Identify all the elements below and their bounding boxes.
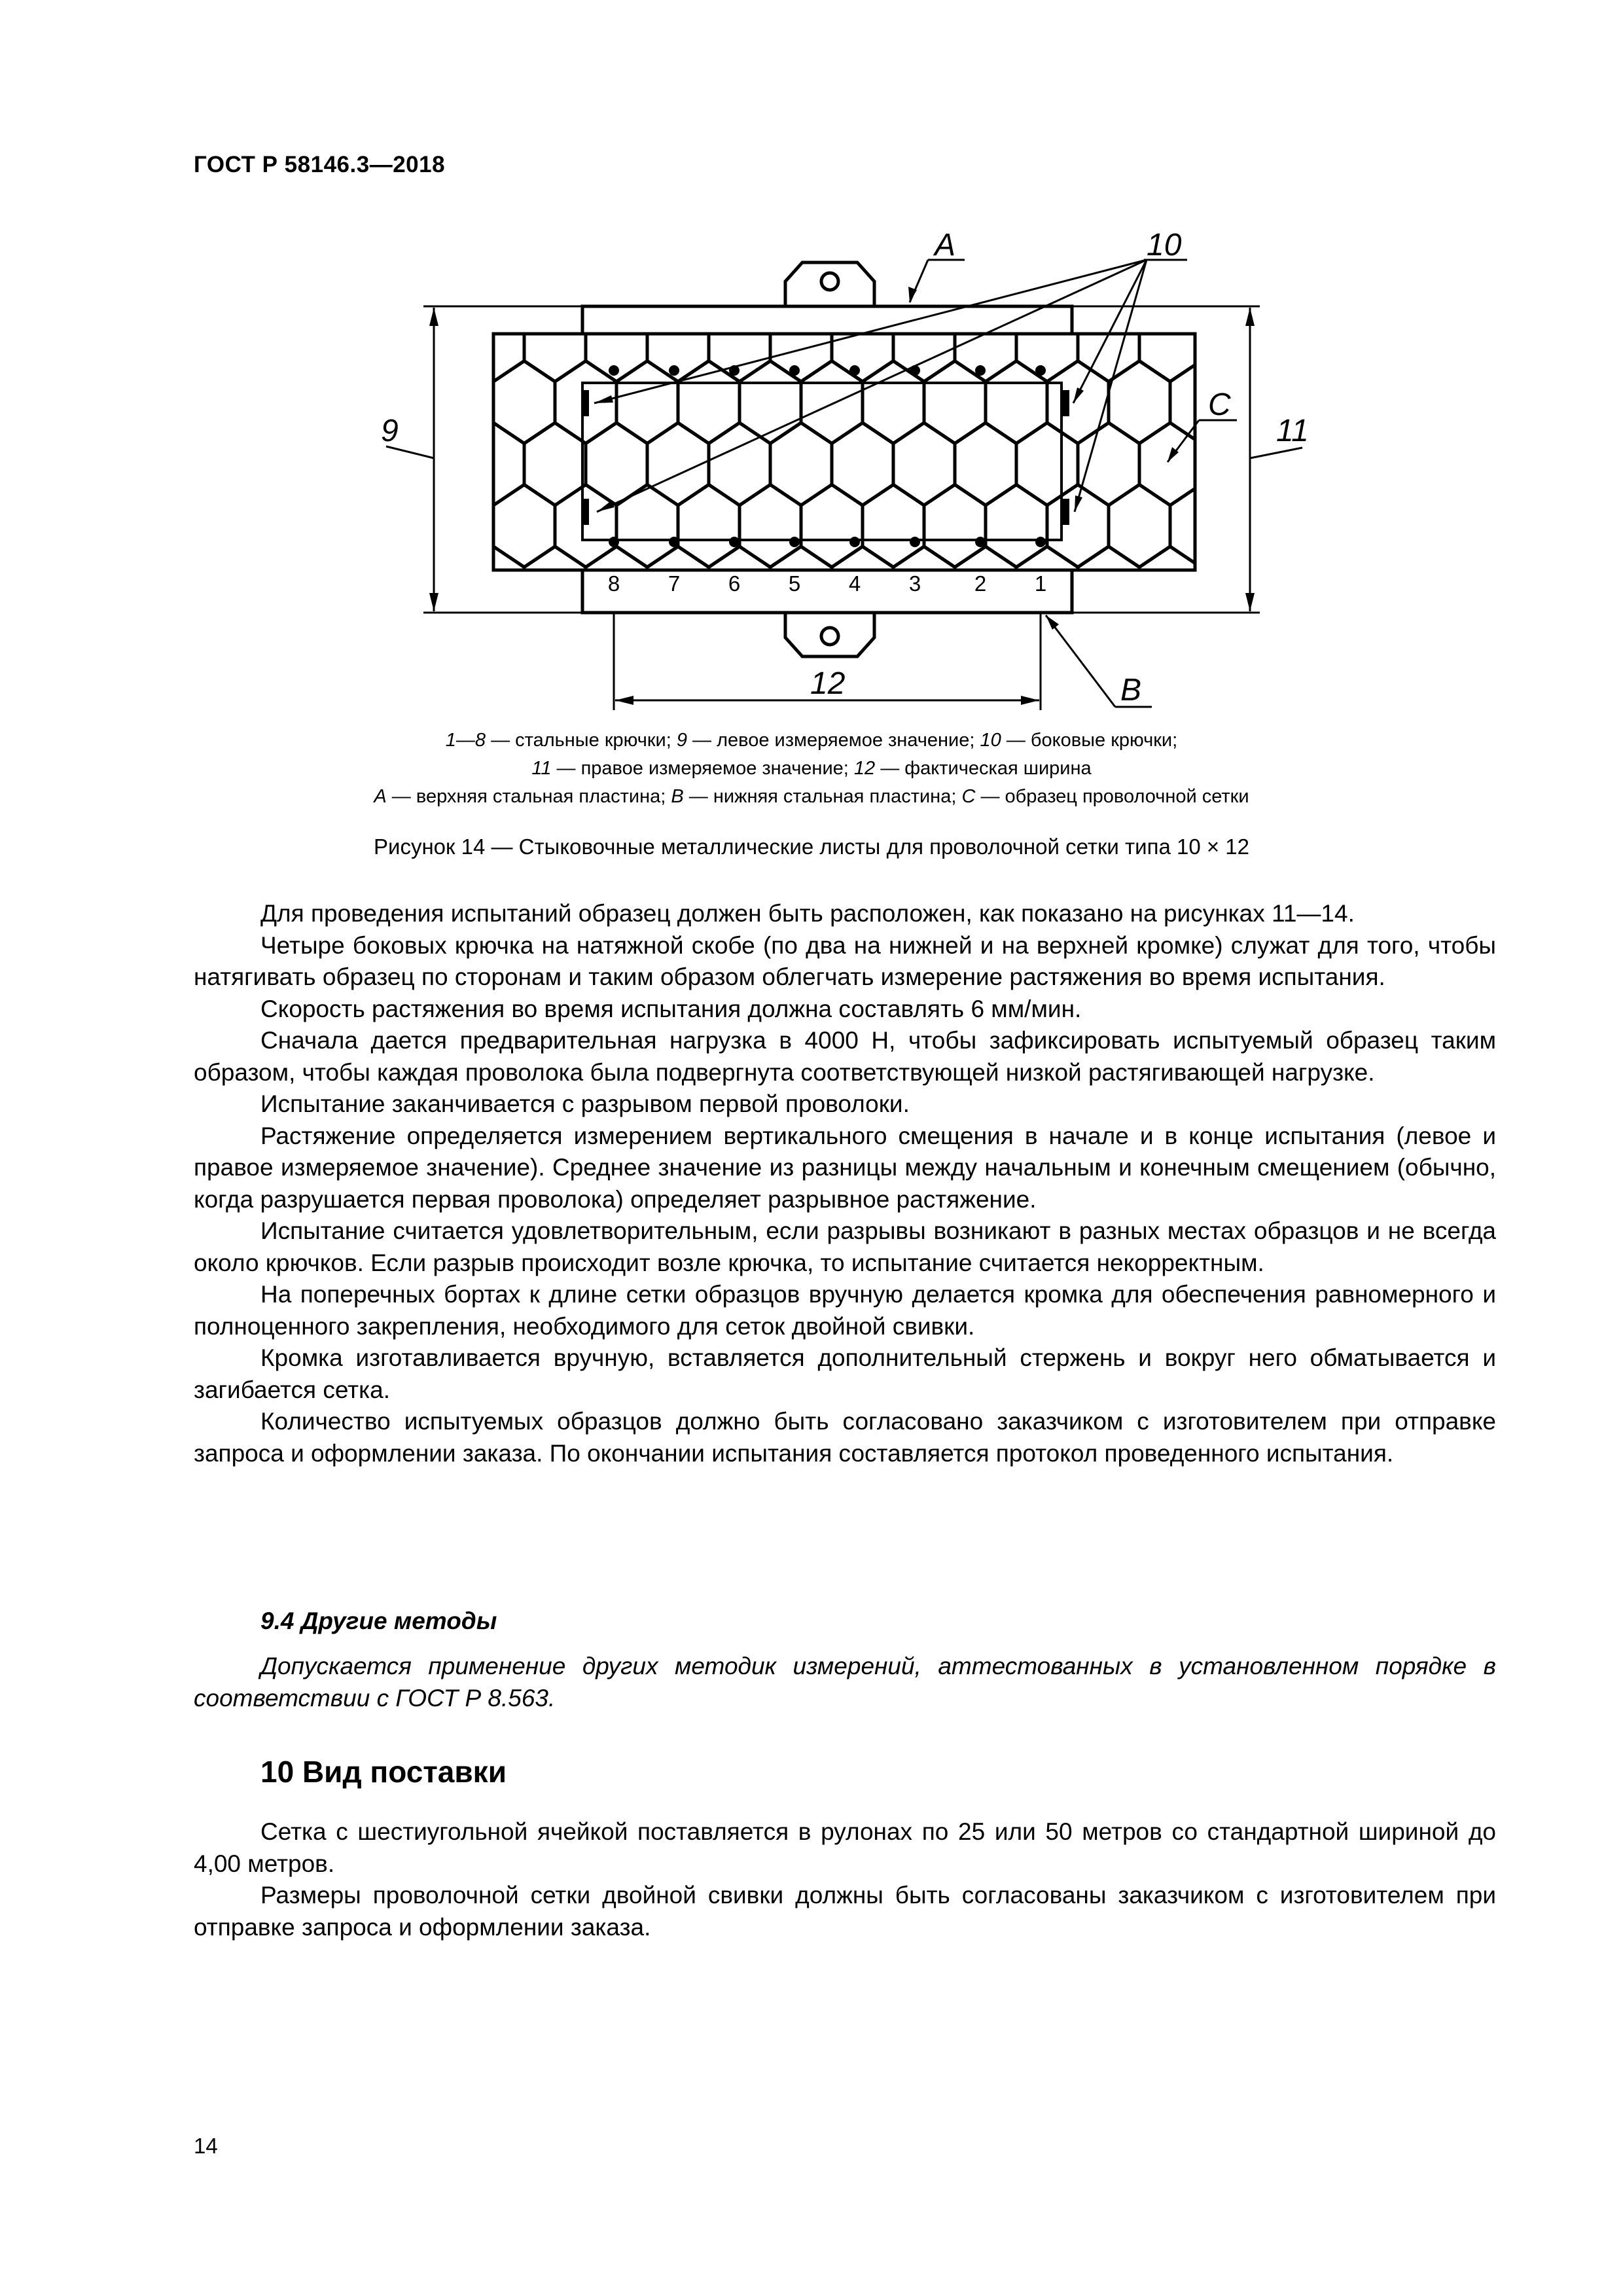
figure-caption: Рисунок 14 — Стыковочные металлические листы для проволочной сетки типа 10 × 12 [374,834,1249,859]
mesh-cell [1139,547,1201,629]
hook-dot [609,537,619,547]
hook-number: 6 [728,571,741,596]
mesh-cell [1016,423,1078,505]
hook-number: 7 [668,571,681,596]
section-10-title: 10 Вид поставки [260,1755,507,1789]
hook-dot [1035,537,1046,547]
mesh-cell [740,485,801,567]
mesh-cell [493,361,555,444]
mesh-cell [401,423,463,505]
mesh-cell [1109,361,1170,444]
label-11: 11 [1276,414,1309,448]
mesh-cell [1201,299,1262,382]
mesh-cell [832,423,893,505]
document-header: ГОСТ Р 58146.3—2018 [194,152,446,177]
section-9-4-text [194,1651,1496,1714]
hook-dot [849,365,860,376]
mesh-cell [493,485,555,567]
mesh-cell [432,238,493,320]
side-hook-top-right [1061,390,1069,416]
page-number: 14 [194,2134,218,2158]
lower-lug-hole-icon [821,628,838,645]
side-hook-top-left [581,390,589,416]
side-hook-leaders [594,260,1187,512]
mesh-cell [1232,238,1293,320]
hook-dot [1035,365,1046,376]
label-C: C [1208,387,1231,422]
paragraph: Сначала дается предварительная нагрузка в 4000 Н, чтобы зафиксировать испытуемый образец таким образом, чтобы каждая проволока была подвергнута соответствующей низкой растягивающей нагрузке. [194,1027,1496,1086]
mesh-cell [678,485,740,567]
paragraph: Скорость растяжения во время испытания должна составлять 6 мм/мин. [260,995,1082,1022]
label-B: B [1120,673,1142,708]
legend-line-2: 11 — правое измеряемое значение; 12 — фактическая ширина [531,758,1092,779]
lower-steel-plate [582,570,1072,613]
mesh-cell [1078,423,1139,505]
side-hook-bottom-left [581,499,589,525]
upper-steel-plate [582,306,1072,334]
paragraph: Испытание заканчивается с разрывом первой проволоки. [260,1090,910,1117]
legend-line-1: 1—8 — стальные крючки; 9 — левое измеряемое значение; 10 — боковые крючки; [445,730,1178,751]
label-12: 12 [810,666,846,701]
mesh-cell [616,361,678,444]
mesh-cell [493,238,555,320]
mesh-cell [801,485,863,567]
hook-dot [849,537,860,547]
paragraph: Испытание считается удовлетворительным, если разрывы возникают в разных местах образцов и не всегда около крючков. Если разрыв происходит возле крючка, то испытание считается некорректным. [194,1217,1496,1276]
mesh-cell [893,423,955,505]
hook-number: 8 [607,571,620,596]
left-dimension [386,306,582,613]
right-dimension [1072,306,1302,613]
section-10-text [194,1816,1496,1943]
mesh-cell [524,423,586,505]
body-text [194,898,1496,1469]
hook-dot [975,537,986,547]
hook-dot [669,365,679,376]
mesh-cell [1170,485,1232,567]
hook-number: 2 [974,571,987,596]
legend-line-3: A — верхняя стальная пластина; B — нижняя стальная пластина; C — образец проволочной сетки [374,786,1249,807]
label-10: 10 [1147,228,1182,262]
section-9-4-title: 9.4 Другие методы [260,1607,497,1634]
mesh-cell [401,547,463,629]
mesh-cell [1109,485,1170,567]
hook-number: 3 [908,571,921,596]
mesh-cell [1139,299,1201,382]
mesh-cell [1201,423,1262,505]
mesh-cell [401,299,463,382]
mesh-cell [524,299,586,382]
hook-number: 1 [1034,571,1047,596]
paragraph: Для проведения испытаний образец должен быть расположен, как показано на рисунках 11—14. [260,900,1355,927]
steel-hook-dots [609,365,1046,547]
mesh-cell [955,423,1016,505]
paragraph: Допускается применение других методик измерений, аттестованных в установленном порядке в соответствии с ГОСТ Р 8.563. [194,1653,1496,1712]
mesh-cell [432,485,493,567]
hook-dot [789,537,800,547]
mesh-cell [1078,547,1139,629]
figure-diagram [0,0,1623,740]
paragraph: Четыре боковых крючка на натяжной скобе (по два на нижней и на верхней кромке) служат для того, чтобы натягивать образец по сторонам и таким образом облегчать измерение растяжения во время испытания. [194,931,1496,990]
paragraph: Сетка с шестиугольной ячейкой поставляется в рулонах по 25 или 50 метров со стандартной шириной до 4,00 метров. [194,1818,1496,1877]
mesh-cell [986,485,1047,567]
mesh-cell [432,361,493,444]
hook-dot [609,365,619,376]
paragraph: Количество испытуемых образцов должно быть согласовано заказчиком с изготовителем при отправке запроса и оформлении заказа. По окончании испытания составляется протокол проведенного испытания. [194,1408,1496,1467]
sample-inner-frame [582,383,1061,540]
hook-dot [669,537,679,547]
hook-dot [910,537,920,547]
mesh-cell [1201,547,1262,629]
label-A: A [935,228,956,262]
paragraph: Размеры проволочной сетки двойной свивки должны быть согласованы заказчиком с изготовителем при отправке запроса и оформлении заказа. [194,1882,1496,1941]
mesh-cell [1139,423,1201,505]
hook-number: 5 [788,571,801,596]
mesh-cell [524,547,586,629]
hook-dot [729,537,740,547]
figure-legend [190,726,1433,811]
mesh-cell [1232,485,1293,567]
hook-dot [975,365,986,376]
label-9: 9 [381,414,399,448]
mesh-cell [616,485,678,567]
mesh-cell [709,423,770,505]
side-hook-bottom-right [1061,499,1069,525]
mesh-cell [1078,299,1139,382]
mesh-cell [770,423,832,505]
mesh-cell [863,485,924,567]
paragraph: Кромка изготавливается вручную, вставляется дополнительный стержень и вокруг него обматывается и загибается сетка. [194,1344,1496,1403]
mesh-cell [924,485,986,567]
upper-lug-hole-icon [821,273,838,290]
mesh-cell [1047,361,1109,444]
mesh-cell [555,485,616,567]
paragraph: Растяжение определяется измерением вертикального смещения в начале и в конце испытания (левое и правое измеряемое значение). Среднее значение из разницы между начальным и конечным смещением (обычно, когда разрушается первая проволока) определяет разрывное растяжение. [194,1122,1496,1213]
paragraph: На поперечных бортах к длине сетки образцов вручную делается кромка для обеспечения равномерного и полноценного закрепления, необходимого для сеток двойной свивки. [194,1281,1496,1340]
hook-dot [789,365,800,376]
hook-number: 4 [848,571,861,596]
